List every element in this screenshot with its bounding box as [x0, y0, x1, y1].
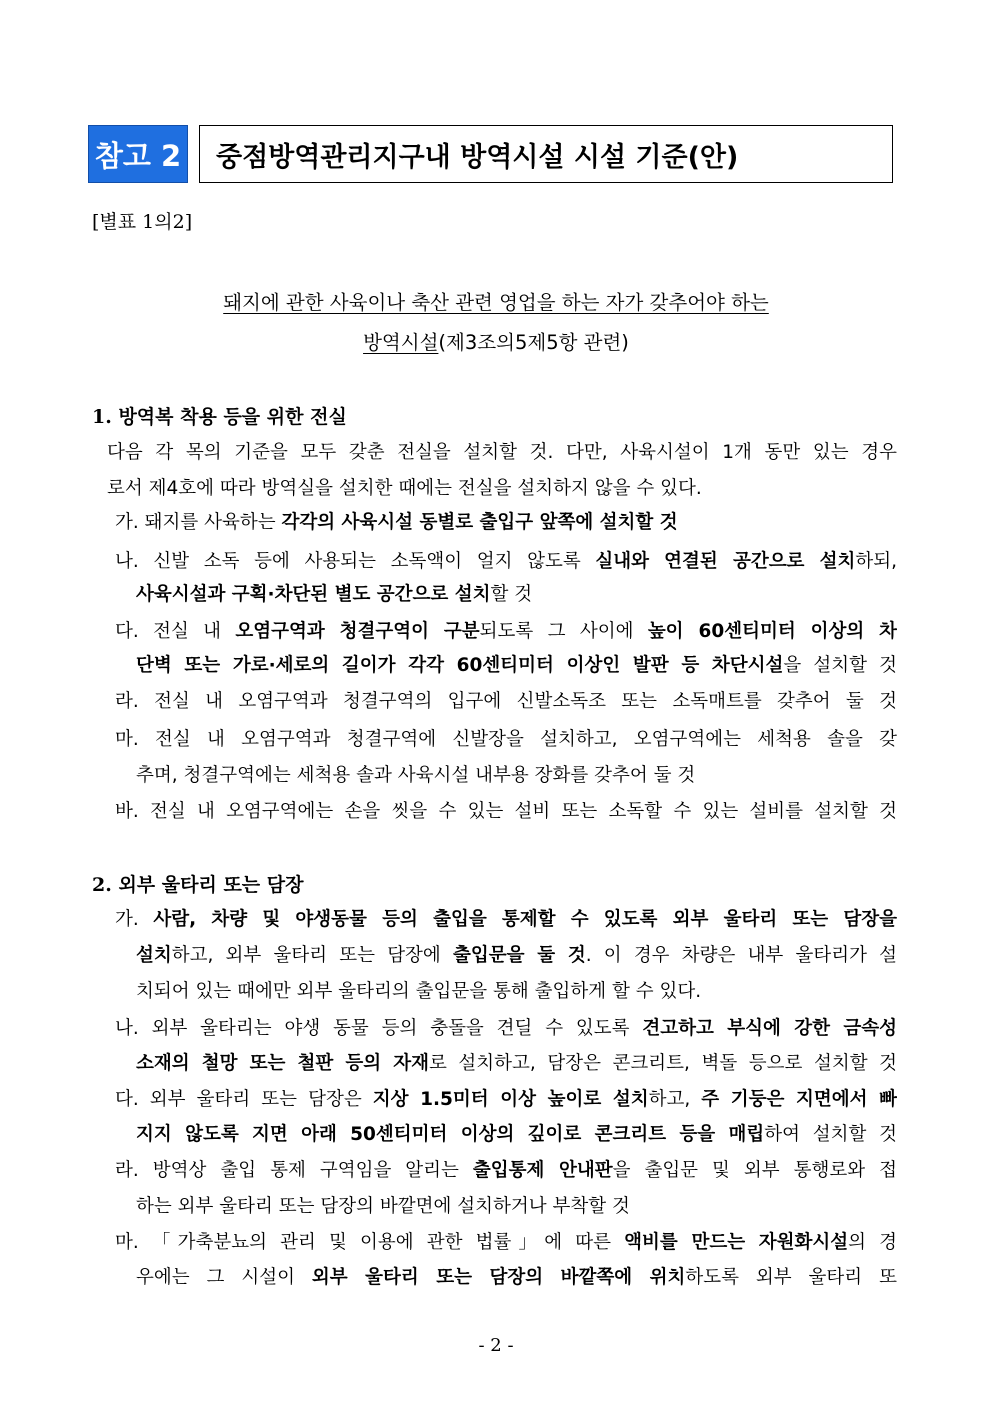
section2-item-line	[115, 1156, 897, 1182]
reference-badge: 참고 2	[88, 125, 188, 183]
body-text: 라. 방역상 출입 통제 구역임을 알리는	[115, 1160, 473, 1181]
body-text: 다. 외부 울타리 또는 담장은	[115, 1089, 373, 1110]
page-title: 중점방역관리지구내 방역시설 시설 기준(안)	[199, 125, 893, 183]
section2-heading: 2. 외부 울타리 또는 담장	[92, 874, 304, 896]
emphasis-text: 외부 울타리 또는 담장의 바깥쪽에 위치	[311, 1267, 686, 1288]
emphasis-text: 사람, 차량 및 야생동물 등의 출입을 통제할 수 있도록 외부 울타리 또는 담장을	[153, 909, 897, 930]
section2-item-line	[115, 905, 897, 931]
section2-item-line	[136, 941, 897, 967]
body-text: 하여 설치할 것	[764, 1124, 897, 1145]
body-text: 하도록 외부 울타리 또	[685, 1267, 897, 1288]
body-text: 하는 외부 울타리 또는 담장의 바깥면에 설치하거나 부착할 것	[136, 1196, 630, 1217]
body-text: 다. 전실 내	[115, 621, 236, 642]
body-text: 우에는 그 시설이	[136, 1267, 312, 1288]
doc-title-reference: (제3조의5제5항 관련)	[438, 331, 629, 354]
emphasis-text: 소재의 철망 또는 철판 등의 자재	[136, 1053, 429, 1074]
body-text: 의 경	[848, 1232, 897, 1253]
section1-item-line	[136, 761, 897, 787]
body-text: . 이 경우 차량은 내부 울타리가 설	[585, 945, 897, 966]
section1-item-line	[115, 617, 897, 643]
doc-title-line1	[0, 287, 992, 315]
doc-title-main: 방역시설	[363, 331, 439, 354]
emphasis-text: 출입통제 안내판	[472, 1160, 613, 1181]
emphasis-text: 실내와 연결된 공간으로 설치	[595, 551, 856, 572]
body-text: 마. 「가축분뇨의 관리 및 이용에 관한 법률」에 따른	[115, 1232, 625, 1253]
emphasis-text: 액비를 만드는 자원화시설	[624, 1232, 849, 1253]
emphasis-text: 단벽 또는 가로·세로의 길이가 각각 60센티미터 이상인 발판 등 차단시설	[136, 655, 784, 676]
body-text: 하고,	[648, 1089, 702, 1110]
body-text: 되도록 그 사이에	[479, 621, 648, 642]
body-text: 라. 전실 내 오염구역과 청결구역의 입구에 신발소독조 또는 소독매트를 갖추어 둘 것	[115, 691, 897, 712]
emphasis-text: 출입문을 둘 것	[452, 945, 586, 966]
body-text: 마. 전실 내 오염구역과 청결구역에 신발장을 설치하고, 오염구역에는 세척용 솔을 갖	[115, 729, 897, 750]
section1-item-line	[115, 725, 897, 751]
doc-title-line2	[0, 327, 992, 355]
section1-heading: 1. 방역복 착용 등을 위한 전실	[92, 406, 347, 428]
body-text: 가.	[115, 909, 154, 930]
section1-item-line	[115, 547, 897, 573]
body-text: 바. 전실 내 오염구역에는 손을 씻을 수 있는 설비 또는 소독할 수 있는 설비를 설치할 것	[115, 801, 897, 822]
doc-title-line1-text: 돼지에 관한 사육이나 축산 관련 영업을 하는 자가 갖추어야 하는	[223, 291, 769, 314]
section2-item-line	[115, 1014, 897, 1040]
body-text: 추며, 청결구역에는 세척용 솔과 사육시설 내부용 장화를 갖추어 둘 것	[136, 765, 696, 786]
section1-item-line	[136, 651, 897, 677]
body-text: 치되어 있는 때에만 외부 울타리의 출입문을 통해 출입하게 할 수 있다.	[136, 981, 702, 1002]
section1-intro-line: 로서 제4호에 따라 방역실을 설치한 때에는 전실을 설치하지 않을 수 있다.	[107, 478, 702, 499]
section1-item-line	[115, 508, 897, 534]
section1-item-line	[115, 797, 897, 823]
section2-item-line	[115, 1085, 897, 1111]
body-text: 로 설치하고, 담장은 콘크리트, 벽돌 등으로 설치할 것	[428, 1053, 897, 1074]
emphasis-text: 주 기둥은 지면에서 빠	[701, 1089, 897, 1110]
section2-item-line	[136, 1049, 897, 1075]
emphasis-text: 설치	[136, 945, 172, 966]
annex-reference: [별표 1의2]	[92, 211, 193, 233]
emphasis-text: 지지 않도록 지면 아래 50센티미터 이상의 깊이로 콘크리트 등을 매립	[136, 1124, 765, 1145]
section1-item-line	[136, 580, 897, 606]
body-text: 하되,	[855, 551, 897, 572]
body-text: 을 설치할 것	[783, 655, 897, 676]
body-text: 하고, 외부 울타리 또는 담장에	[171, 945, 453, 966]
emphasis-text: 지상 1.5미터 이상 높이로 설치	[372, 1089, 649, 1110]
section2-item-line	[136, 1263, 897, 1289]
section1-item-line	[115, 687, 897, 713]
body-text: 할 것	[490, 584, 533, 605]
section1-intro-line: 다음 각 목의 기준을 모두 갖춘 전실을 설치할 것. 다만, 사육시설이 1개 동만 있는 경우	[107, 442, 897, 463]
body-text: 나. 신발 소독 등에 사용되는 소독액이 얼지 않도록	[115, 551, 596, 572]
page-number: - 2 -	[478, 1335, 514, 1356]
body-text: 나. 외부 울타리는 야생 동물 등의 충돌을 견딜 수 있도록	[115, 1018, 643, 1039]
emphasis-text: 오염구역과 청결구역이 구분	[235, 621, 480, 642]
body-text: 을 출입문 및 외부 통행로와 접	[612, 1160, 897, 1181]
emphasis-text: 각각의 사육시설 동별로 출입구 앞쪽에 설치할 것	[281, 512, 678, 533]
emphasis-text: 높이 60센티미터 이상의 차	[647, 621, 897, 642]
section2-item-line	[136, 1120, 897, 1146]
body-text: 가. 돼지를 사육하는	[115, 512, 282, 533]
emphasis-text: 견고하고 부식에 강한 금속성	[642, 1018, 897, 1039]
section2-item-line	[136, 977, 897, 1003]
emphasis-text: 사육시설과 구획·차단된 별도 공간으로 설치	[136, 584, 491, 605]
section2-item-line	[136, 1192, 897, 1218]
section2-item-line	[115, 1228, 897, 1254]
